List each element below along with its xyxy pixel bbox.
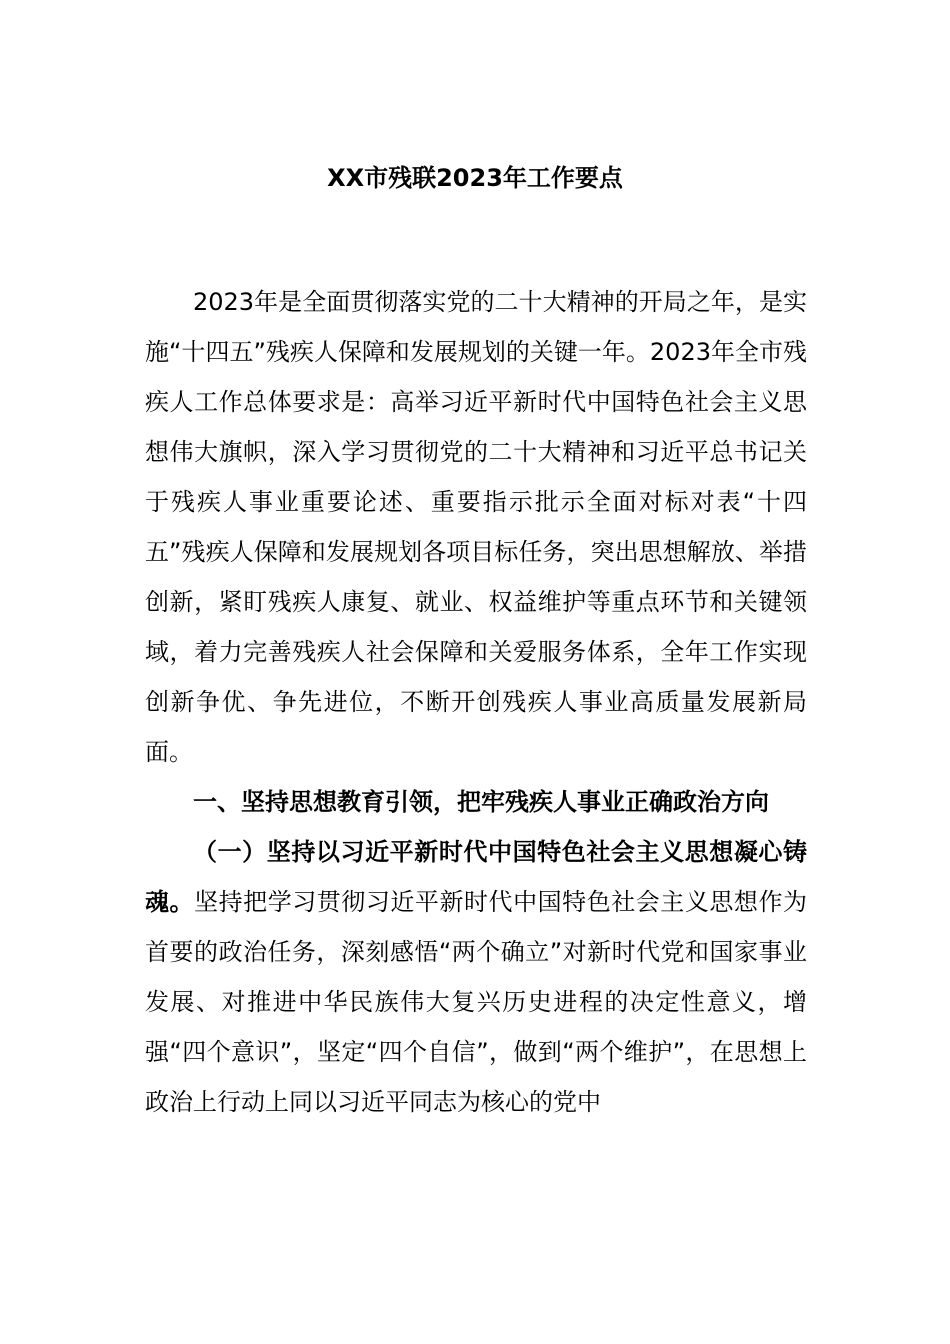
item-1-body: 坚持把学习贯彻习近平新时代中国特色社会主义思想作为首要的政治任务，深刻感悟“两个确立”对新时代党和国家事业发展、对推进中华民族伟大复兴历史进程的决定性意义，增强“四个意识”，坚定“四个自信”，做到“两个维护”，在思想上政治上行动上同以习近平同志为核心的党中 bbox=[145, 888, 807, 1116]
intro-paragraph: 2023年是全面贯彻落实党的二十大精神的开局之年，是实施“十四五”残疾人保障和发展规划的关键一年。2023年全市残疾人工作总体要求是：高举习近平新时代中国特色社会主义思想伟大旗帜，深入学习贯彻党的二十大精神和习近平总书记关于残疾人事业重要论述、重要指示批示全面对标对表“十四五”残疾人保障和发展规划各项目标任务，突出思想解放、举措创新，紧盯残疾人康复、就业、权益维护等重点环节和关键领域，着力完善残疾人社会保障和关爱服务体系，全年工作实现创新争优、争先进位，不断开创残疾人事业高质量发展新局面。 bbox=[145, 288, 807, 766]
item-1-lead: （一）坚持以习近平新时代中国特色社会主义思想凝心铸魂。 bbox=[145, 838, 807, 916]
document-title: XX市残联2023年工作要点 bbox=[327, 164, 623, 192]
item-1-paragraph bbox=[145, 827, 807, 1127]
document-body bbox=[145, 277, 807, 1127]
section-1-heading: 一、坚持思想教育引领，把牢残疾人事业正确政治方向 bbox=[193, 788, 769, 816]
